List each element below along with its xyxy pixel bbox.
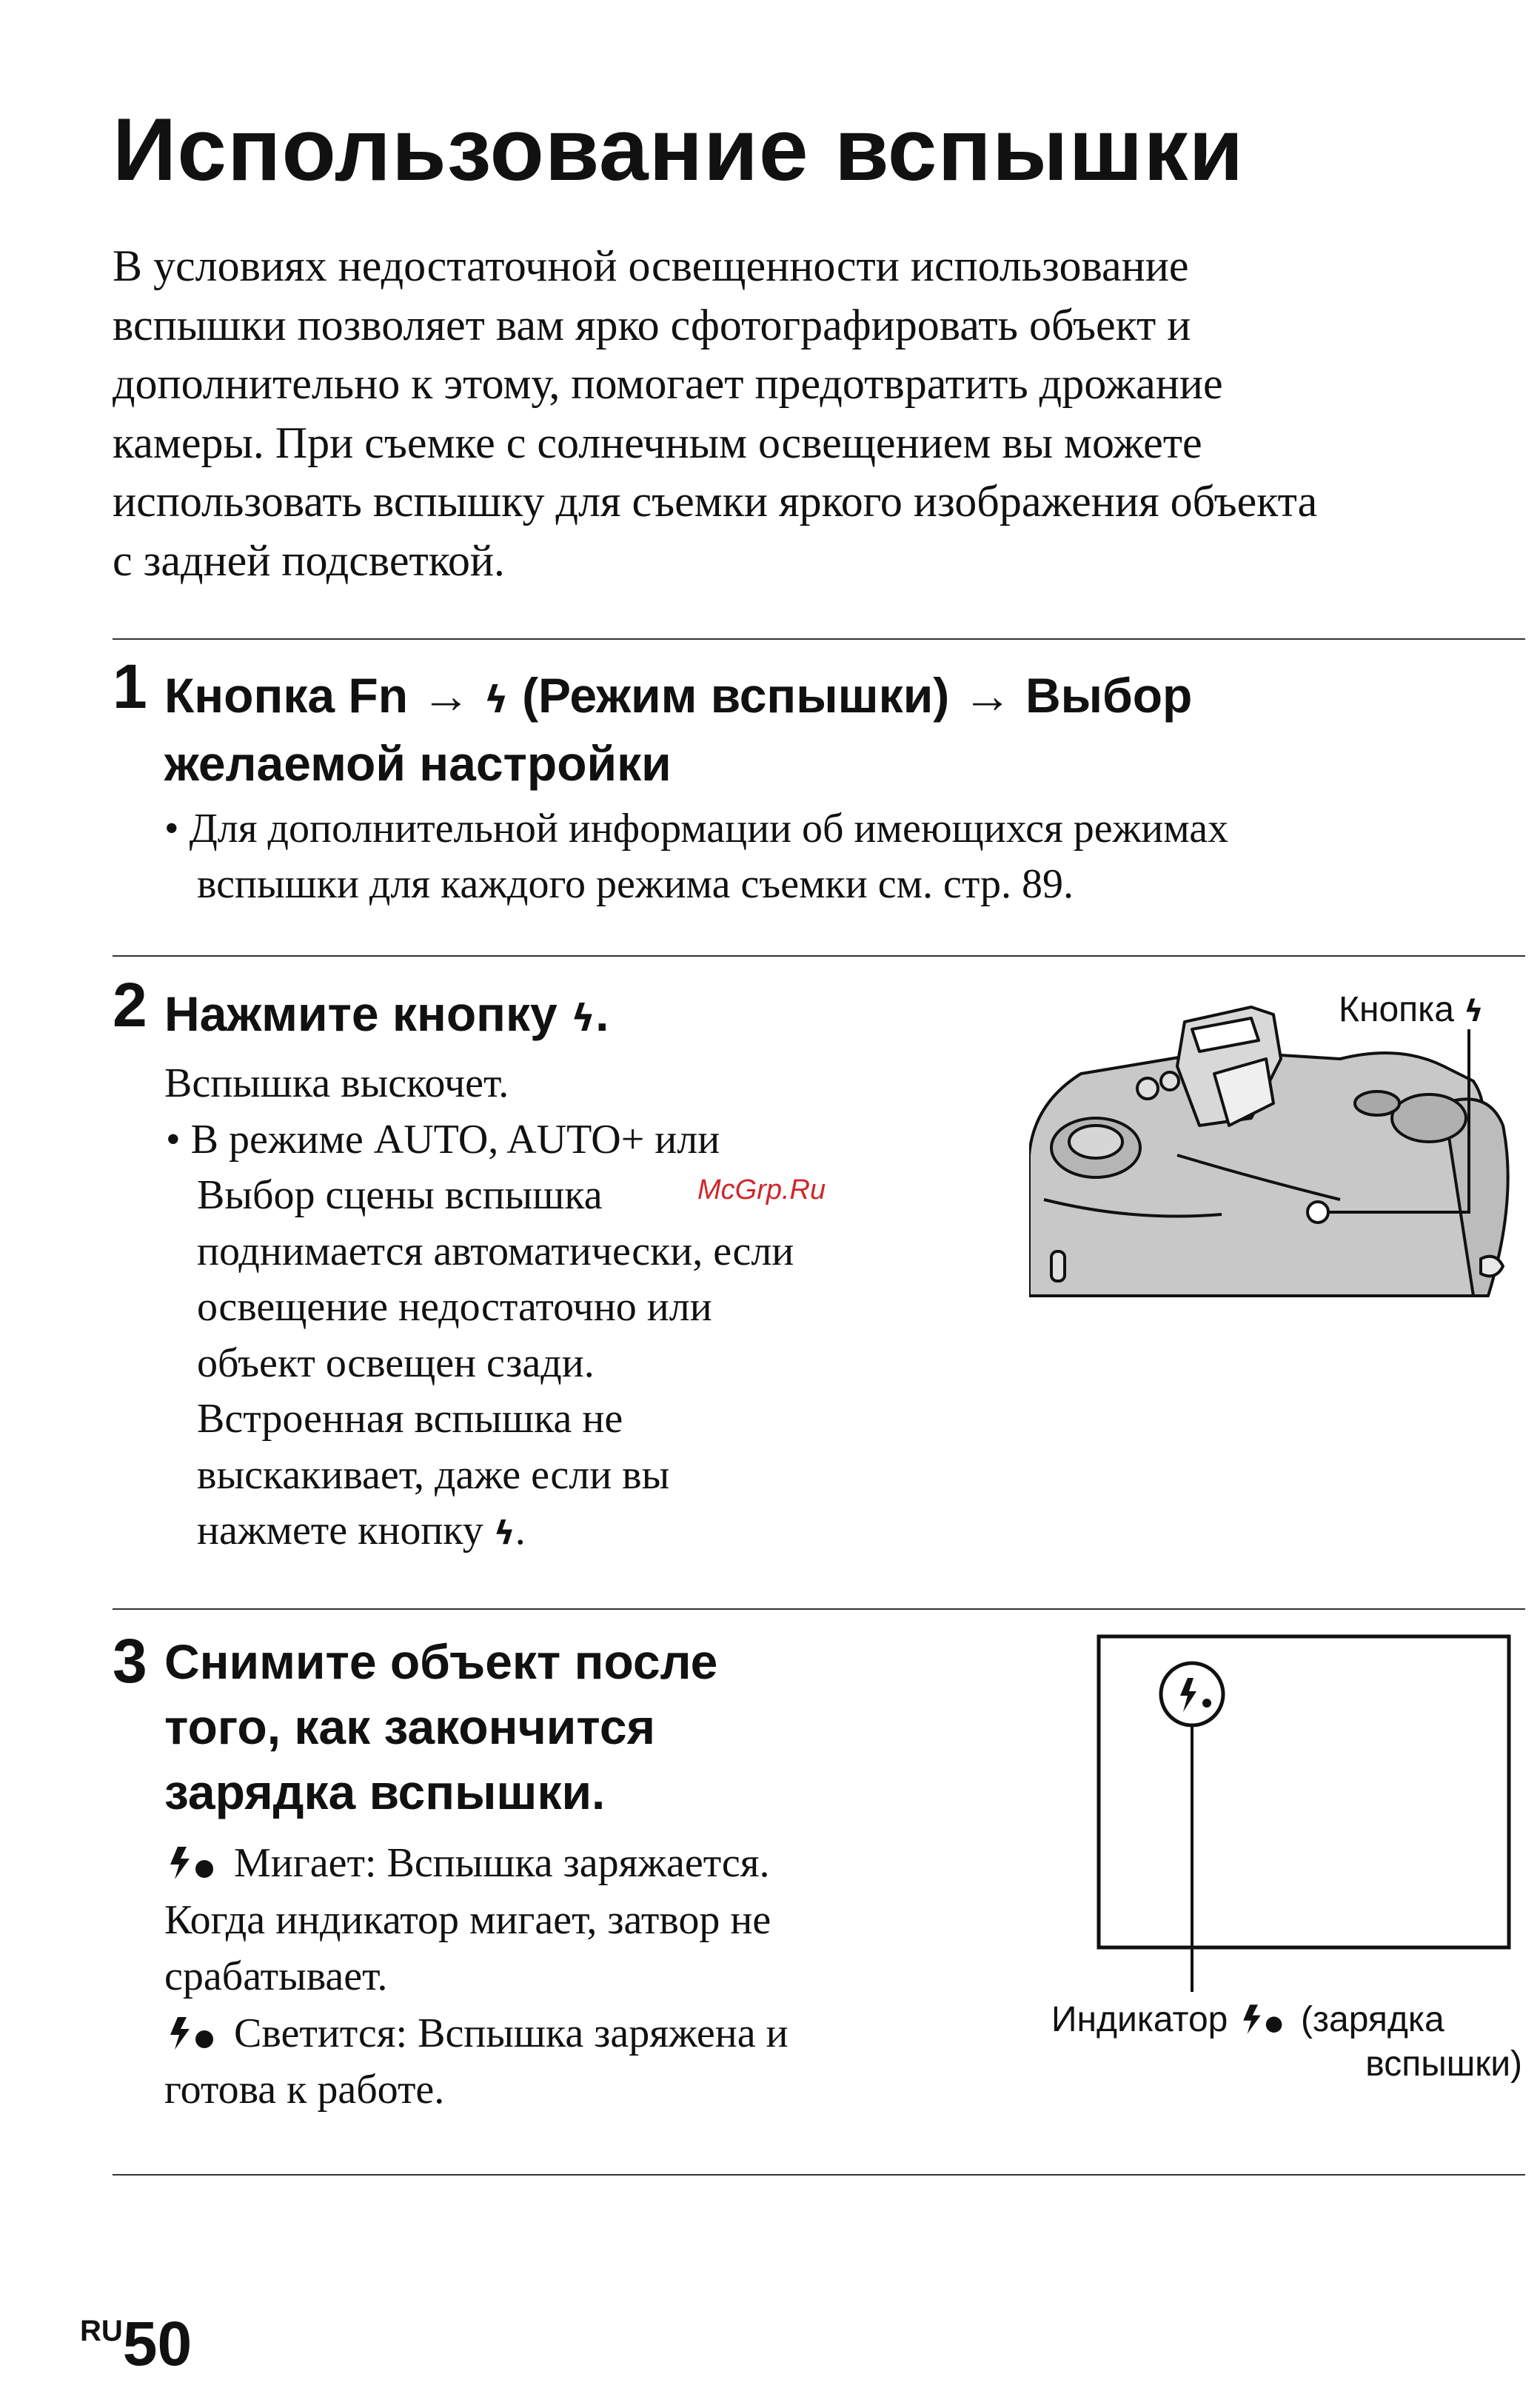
body-line: Вспышка выскочет. xyxy=(164,1060,509,1106)
body-line xyxy=(164,2005,920,2062)
intro-line: камеры. При съемке с солнечным освещением вы можете xyxy=(113,418,1202,467)
body-line: готова к работе. xyxy=(164,2067,445,2113)
divider xyxy=(113,2174,1525,2176)
body-line xyxy=(164,1503,934,1562)
page-title: Использование вспышки xyxy=(113,100,1245,199)
arrow-icon: → xyxy=(962,668,1012,723)
figure-caption xyxy=(1339,989,1484,1030)
step-heading-text: . xyxy=(595,986,609,1041)
intro-line: использовать вспышку для съемки яркого изображения объекта xyxy=(113,477,1318,526)
camera-illustration xyxy=(1029,977,1533,1333)
caption-text: вспышки) xyxy=(1365,2044,1522,2084)
body-line: Когда индикатор мигает, затвор не xyxy=(164,1896,771,1943)
flash-icon: ϟ xyxy=(571,997,596,1040)
page-number xyxy=(80,2310,192,2377)
body-text: Светится: Вспышка заряжена и xyxy=(234,2010,789,2056)
step-heading-text: зарядка вспышки. xyxy=(164,1765,606,1819)
step-heading-text: Снимите объект после xyxy=(164,1634,718,1689)
body-text: . xyxy=(515,1508,526,1554)
figure-caption xyxy=(1051,1999,1444,2040)
flash-icon: ϟ xyxy=(1464,994,1484,1029)
arrow-icon: → xyxy=(421,668,471,723)
viewfinder-illustration xyxy=(1044,1629,1533,2044)
bullet-text: Для дополнительной информации об имеющихся режимах xyxy=(189,806,1229,852)
body-line: срабатывает. xyxy=(164,1953,388,1999)
flash-icon: ϟ xyxy=(483,678,509,721)
page-number-value: 50 xyxy=(122,2309,192,2378)
step-body xyxy=(164,1835,920,2119)
watermark: McGrp.Ru xyxy=(697,1174,826,1205)
flash-icon: ϟ xyxy=(493,1514,515,1552)
bullet-text: вспышки для каждого режима съемки см. стр. 89. xyxy=(197,861,1074,907)
step-heading xyxy=(164,982,609,1050)
step-number: 3 xyxy=(113,1626,147,1696)
intro-line: с задней подсветкой. xyxy=(113,535,505,585)
flash-charge-indicator-icon xyxy=(164,2016,224,2051)
step-body xyxy=(164,1056,934,1562)
step-heading xyxy=(164,1629,890,1825)
intro-line: В условиях недостаточной освещенности использование xyxy=(113,241,1189,290)
divider xyxy=(113,1608,1525,1610)
intro-line: дополнительно к этому, помогает предотвратить дрожание xyxy=(113,359,1223,408)
caption-text: (зарядка xyxy=(1301,2000,1444,2039)
bullet-mark: • xyxy=(164,806,179,852)
divider xyxy=(113,955,1525,957)
step-heading-text: Кнопка Fn xyxy=(164,668,409,723)
caption-text: Индикатор xyxy=(1051,2000,1228,2039)
body-line: • В режиме AUTO, AUTO+ или xyxy=(166,1116,720,1163)
intro-paragraph xyxy=(113,237,1519,590)
body-line: Встроенная вспышка не xyxy=(197,1396,623,1442)
body-line: освещение недостаточно или xyxy=(197,1284,712,1330)
divider xyxy=(113,638,1525,640)
step-heading-text: Выбор xyxy=(1025,668,1193,723)
body-text: нажмете кнопку xyxy=(197,1508,483,1554)
body-text: Мигает: Вспышка заряжается. xyxy=(234,1840,770,1886)
body-line: выскакивает, даже если вы xyxy=(197,1451,670,1498)
step-heading-text: (Режим вспышки) xyxy=(522,668,950,723)
body-line: объект освещен сзади. xyxy=(197,1340,595,1386)
step-number: 2 xyxy=(113,970,147,1040)
body-line: поднимается автоматически, если xyxy=(197,1228,794,1274)
body-line xyxy=(164,1835,920,1892)
caption-text: Кнопка xyxy=(1339,990,1454,1029)
language-code: RU xyxy=(80,2315,123,2347)
step-heading-text: того, как закончится xyxy=(164,1699,656,1754)
body-line: Выбор сцены вспышка xyxy=(197,1172,603,1218)
step-heading xyxy=(164,663,1519,795)
bullet-note xyxy=(164,801,1497,912)
step-number: 1 xyxy=(113,652,147,721)
step-heading-text: желаемой настройки xyxy=(164,736,672,791)
flash-charge-indicator-icon xyxy=(1238,2003,1291,2036)
flash-charge-indicator-icon xyxy=(164,1845,224,1881)
step-heading-text: Нажмите кнопку xyxy=(164,986,558,1041)
intro-line: вспышки позволяет вам ярко сфотографировать объект и xyxy=(113,300,1191,350)
